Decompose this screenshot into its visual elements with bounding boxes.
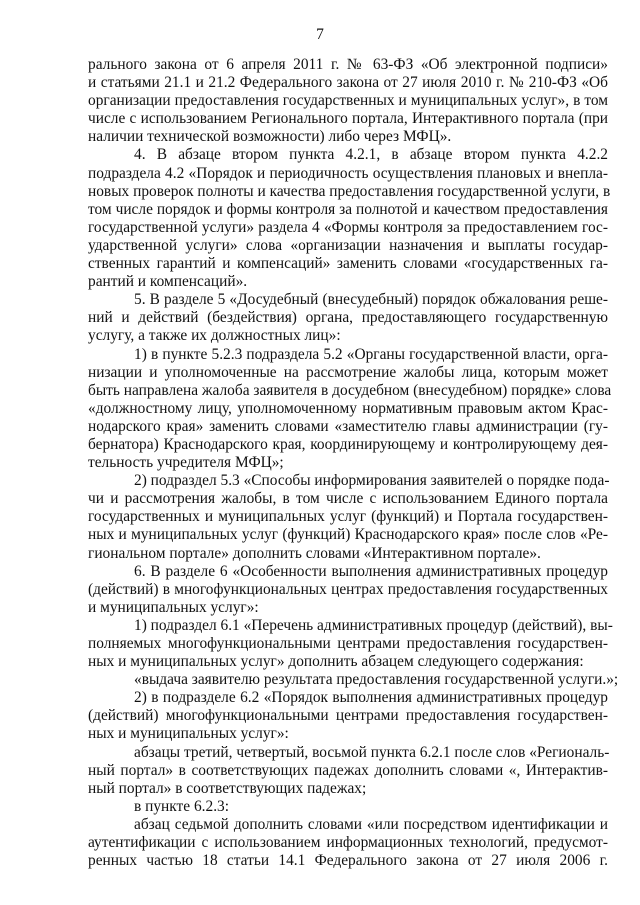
text-line: в пункте 6.2.3:	[134, 797, 230, 815]
text-line: ный портал» в соответствующих падежах дополнить словами «, Интерактив-	[88, 761, 608, 779]
text-line: том числе порядок и формы контроля за полнотой и качеством предоставления	[88, 200, 608, 218]
text-line: 5. В разделе 5 «Досудебный (внесудебный) порядок обжалования реше-	[134, 291, 608, 309]
text-line: (действий) многофункциональными центрами предоставления государствен-	[88, 707, 608, 725]
text-line: рантий и компенсаций».	[88, 273, 248, 291]
text-line: рального закона от 6 апреля 2011 г. № 63-ФЗ «Об электронной подписи»	[88, 56, 608, 73]
text-line: бернатора) Краснодарского края, координирующему и контролирующему дея-	[88, 435, 608, 453]
text-line: «должностному лицу, уполномоченному нормативным правовым актом Крас-	[88, 399, 608, 417]
text-line: «выдача заявителю результата предоставления государственной услуги.»;	[134, 671, 619, 689]
text-line: государственной услуги» раздела 4 «Формы контроля за предоставлением гос-	[88, 218, 608, 236]
text-line: аутентификации с использованием информационных технологий, предусмот-	[88, 834, 608, 852]
text-line: и муниципальных услуг»:	[88, 598, 259, 616]
text-line: ренных частью 18 статьи 14.1 Федерального закона от 27 июля 2006 г.	[88, 852, 608, 870]
text-line: числе с использованием Регионального портала, Интерактивного портала (при	[88, 110, 608, 128]
text-line: абзацы третий, четвертый, восьмой пункта 6.2.1 после слов «Региональ-	[134, 743, 610, 761]
text-line: низации и уполномоченные на рассмотрение жалобы лица, которым может	[88, 363, 608, 381]
text-line: новых проверок полноты и качества предоставления государственной услуги, в	[88, 182, 611, 200]
text-line: ных и муниципальных услуг»:	[88, 725, 289, 743]
text-line: абзац седьмой дополнить словами «или посредством идентификации и	[134, 815, 608, 833]
text-line: тельность учредителя МФЦ»;	[88, 454, 284, 472]
text-line: 1) в пункте 5.2.3 подраздела 5.2 «Органы государственной власти, орга-	[134, 345, 608, 363]
text-line: услугу, а также их должностных лиц»:	[88, 327, 341, 345]
text-line: подраздела 4.2 «Порядок и периодичность осуществления плановых и внепла-	[88, 164, 608, 182]
text-line: 1) подраздел 6.1 «Перечень административных процедур (действий), вы-	[134, 616, 613, 634]
text-line: ний и действий (бездействия) органа, предоставляющего государственную	[88, 309, 608, 327]
text-line: гиональном портале» дополнить словами «Интерактивном портале».	[88, 544, 541, 562]
text-line: 6. В разделе 6 «Особенности выполнения административных процедур	[134, 562, 608, 580]
text-line: 2) подраздел 5.3 «Способы информирования заявителей о порядке пода-	[134, 472, 610, 490]
text-line: и статьями 21.1 и 21.2 Федерального закона от 27 июля 2010 г. № 210-ФЗ «Об	[88, 74, 608, 92]
text-line: полняемых многофункциональными центрами предоставления государствен-	[88, 635, 608, 652]
text-line: ный портал» в соответствующих падежах;	[88, 779, 367, 797]
text-line: (действий) в многофункциональных центрах предоставления государственных	[88, 580, 608, 598]
text-line: ных и муниципальных услуг (функций) Краснодарского края» после слов «Ре-	[88, 526, 608, 544]
text-line: 4. В абзаце втором пункта 4.2.1, в абзаце втором пункта 4.2.2	[134, 146, 608, 164]
text-line: наличии технической возможности) либо через МФЦ».	[88, 128, 452, 146]
text-line: ных и муниципальных услуг» дополнить абзацем следующего содержания:	[88, 653, 584, 671]
text-line: организации предоставления государственных и муниципальных услуг», в том	[88, 92, 608, 110]
page-number: 7	[316, 26, 324, 43]
text-line: государственных и муниципальных услуг (функций) и Портала государствен-	[88, 508, 608, 526]
text-line: быть направлена жалоба заявителя в досудебном (внесудебном) порядке» слова	[88, 381, 612, 399]
text-line: 2) в подразделе 6.2 «Порядок выполнения административных процедур	[134, 689, 608, 707]
text-line: ственных гарантий и компенсаций» заменить словами «государственных га-	[88, 255, 608, 273]
document-body	[88, 56, 619, 870]
text-line: нодарского края» заменить словами «заместителю главы администрации (гу-	[88, 417, 608, 435]
text-line: чи и рассмотрения жалобы, в том числе с использованием Единого портала	[88, 490, 608, 508]
text-line: ударственной услуги» слова «организации назначения и выплаты государ-	[88, 236, 608, 254]
